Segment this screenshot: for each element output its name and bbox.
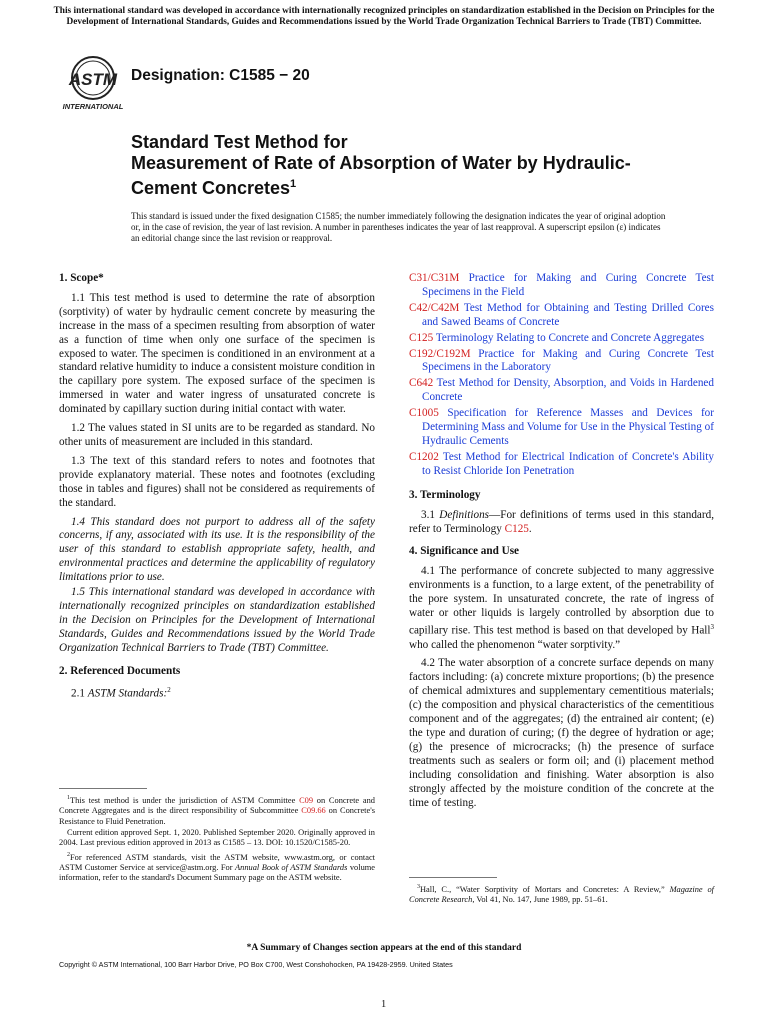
footnote-mark-2: 2 (167, 686, 171, 695)
reference-title[interactable]: Test Method for Obtaining and Testing Drilled Cores and Sawed Beams of Concrete (422, 301, 714, 328)
footnote-2 (59, 850, 375, 884)
astm-logo (60, 55, 126, 112)
paragraph-1-4: 1.4 This standard does not purport to address all of the safety concerns, if any, associated with its use. It is the responsibility of the user of this standard to establish appropriate safety, health, and environmental practices and determine the applicability of regulatory limitations prior to use. (59, 515, 375, 584)
footnote-2-italic: Annual Book of ASTM Standards (235, 863, 348, 873)
footnote-1-edition: Current edition approved Sept. 1, 2020. Published September 2020. Originally approved in 2004. Last previous edition approved in 2013 as C1585 – 13. DOI: 10.1520/C1585-20. (59, 828, 375, 848)
reference-item (409, 407, 714, 449)
international-standard-notice: This international standard was developed in accordance with internationally recognized principles on standardization established in the Decision on Principles for the Development of International Standards, Guides and Recommendations issued by the World Trade Organization Technical Barriers to Trade (TBT) Committee. (53, 6, 715, 27)
reference-title[interactable]: Test Method for Electrical Indication of Concrete's Ability to Resist Chloride Ion Penetration (422, 450, 714, 477)
footnote-1-text-a: This test method is under the jurisdiction of ASTM Committee (70, 795, 300, 805)
left-column (59, 272, 375, 707)
reference-code-link[interactable]: C192/C192M (409, 347, 471, 360)
paragraph-1-2: 1.2 The values stated in SI units are to be regarded as standard. No other units of measurement are included in this standard. (59, 422, 375, 448)
page-number: 1 (381, 999, 387, 1010)
title-line-3: Cement Concretes (131, 178, 291, 198)
referenced-standards-list (409, 272, 714, 479)
terminology-link-c125[interactable]: C125 (504, 522, 529, 535)
logo-text: ASTM (68, 70, 118, 89)
paragraph-4-2: 4.2 The water absorption of a concrete surface depends on many factors including: (a) concrete mixture proportions; (b) the presence of chemical admixtures and supplementary cementitious materials; (c) the composition and physical characteristics of the cementitious component and of the aggregates; (d) the entrained air content; (e) the type and duration of curing; (f) the degree of hydration or age; (g) the presence of microcracks; (h) the presence of surface treatments such as sealers or form oil; and (i) placement method including consolidation and finishing. Water absorption is also strongly affected by the moisture condition of the concrete at the time of testing. (409, 657, 714, 809)
reference-title[interactable]: Practice for Making and Curing Concrete Test Specimens in the Laboratory (422, 347, 714, 374)
right-footnote-rule (409, 877, 497, 878)
copyright-line: Copyright © ASTM International, 100 Barr Harbor Drive, PO Box C700, West Conshohocken, PA 19428-2959. United States (59, 960, 453, 969)
footnote-1-link-c0966[interactable]: C09.66 (301, 806, 326, 816)
reference-title[interactable]: Specification for Reference Masses and Devices for Determining Mass and Volume for Use in the Physical Testing of Hydraulic Cements (422, 407, 714, 447)
title-line-2: Measurement of Rate of Absorption of Water by Hydraulic- (131, 153, 631, 173)
astm-standards-label: ASTM Standards: (87, 688, 168, 701)
section-heading-terminology: 3. Terminology (409, 488, 481, 501)
reference-code-link[interactable]: C125 (409, 331, 434, 344)
footnote-3-journal: Magazine of Concrete Research (409, 884, 714, 905)
reference-title[interactable]: Test Method for Density, Absorption, and Voids in Hardened Concrete (422, 377, 714, 404)
reference-code-link[interactable]: C1005 (409, 407, 439, 420)
reference-item (409, 332, 714, 346)
footnote-1-link-c09[interactable]: C09 (299, 795, 314, 805)
paragraph-4-1-text-a: 4.1 The performance of concrete subjected to many aggressive environments is a function, to a large extent, of the penetrability of the pore system. In unsaturated concrete, the rate of ingress of water or other liquids is largely controlled by absorption due to capillary rise. This test method is based on that developed by Hall (409, 565, 714, 637)
footnote-3-mark: 3 (417, 884, 420, 890)
left-footnotes (59, 793, 375, 885)
reference-code-link[interactable]: C42/C42M (409, 301, 460, 314)
paragraph-3-1 (409, 509, 714, 537)
footnote-1 (59, 793, 375, 827)
footnote-3-text-b: , Vol 41, No. 147, June 1989, pp. 51–61. (472, 895, 608, 905)
logo-subtext: INTERNATIONAL (62, 102, 124, 111)
paragraph-4-1 (409, 565, 714, 652)
section-heading-significance: 4. Significance and Use (409, 545, 520, 558)
summary-of-changes-note: *A Summary of Changes section appears at the end of this standard (246, 943, 522, 953)
paragraph-2-1-number: 2.1 (71, 688, 85, 701)
paragraph-3-1-text: —For definitions of terms used in this standard, refer to Terminology (409, 508, 715, 535)
designation-intro: This standard is issued under the fixed designation C1585; the number immediately following the designation indicates the year of original adoption or, in the case of revision, the year of last revision. A number in parentheses indicates the year of last reapproval. A superscript epsilon (ε) indicates an editorial change since the last revision or reapproval. (131, 211, 666, 243)
title-line-1: Standard Test Method for (131, 132, 348, 152)
footnote-1-text-c: on Concrete's Resistance to Fluid Penetration. (59, 806, 375, 826)
title-footnote-mark: 1 (290, 178, 297, 190)
reference-item (409, 377, 714, 405)
paragraph-3-1-number: 3.1 (421, 508, 435, 521)
paragraph-4-1-text-b: who called the phenomenon “water sorptivity.” (409, 638, 621, 651)
section-heading-scope: 1. Scope* (59, 272, 104, 284)
definitions-label: Definitions (439, 508, 490, 521)
footnote-3-text-a: Hall, C., “Water Sorptivity of Mortars and Concretes: A Review,” (420, 884, 670, 894)
paragraph-2-1 (59, 684, 375, 702)
footnote-mark-3: 3 (710, 622, 714, 631)
reference-item (409, 272, 714, 300)
footnote-1-text-b: on Concrete and Concrete Aggregates and is the direct responsibility of Subcommittee (59, 795, 375, 816)
paragraph-1-1: 1.1 This test method is used to determine the rate of absorption (sorptivity) of water by hydraulic cement concrete by measuring the increase in the mass of a specimen resulting from absorption of water as a function of time when only one surface of the specimen is exposed to water. The specimen is conditioned in an environment at a standard relative humidity to induce a consistent moisture condition in the capillary pore system. The exposed surface of the specimen is immersed in water and water ingress of unsaturated concrete is dominated by capillary suction during initial contact with water. (59, 291, 375, 416)
reference-code-link[interactable]: C642 (409, 377, 434, 390)
reference-item (409, 348, 714, 376)
reference-title[interactable]: Practice for Making and Curing Concrete Test Specimens in the Field (422, 272, 714, 298)
reference-title[interactable]: Terminology Relating to Concrete and Concrete Aggregates (433, 331, 705, 344)
section-heading-referenced-documents: 2. Referenced Documents (59, 664, 181, 677)
astm-logo-mark (63, 57, 124, 111)
paragraph-1-5: 1.5 This international standard was developed in accordance with internationally recognized principles on standardization established in the Decision on Principles for the Development of International Standards, Guides and Recommendations issued by the World Trade Organization Technical Barriers to Trade (TBT) Committee. (59, 586, 375, 654)
designation: Designation: C1585 − 20 (131, 67, 310, 84)
reference-code-link[interactable]: C1202 (409, 450, 439, 463)
footnote-3 (409, 882, 714, 906)
reference-code-link[interactable]: C31/C31M (409, 272, 460, 284)
right-column (409, 272, 714, 815)
paragraph-1-3: 1.3 The text of this standard refers to notes and footnotes that provide explanatory material. These notes and footnotes (excluding those in tables and figures) shall not be considered as requirements of the standard. (59, 454, 375, 509)
footnote-2-mark: 2 (67, 851, 70, 858)
left-footnote-rule (59, 788, 147, 789)
reference-item (409, 451, 714, 479)
footnote-2-text-b: volume information, refer to the standard's Document Summary page on the ASTM website. (59, 863, 375, 883)
reference-item (409, 302, 714, 330)
paragraph-3-1-end: . (528, 522, 532, 535)
document-title (131, 132, 691, 199)
right-footnotes (409, 882, 714, 907)
footnote-1-mark: 1 (67, 795, 70, 801)
footnote-2-text-a: For referenced ASTM standards, visit the ASTM website, www.astm.org, or contact ASTM Customer Service at service@astm.org. For (59, 852, 375, 873)
